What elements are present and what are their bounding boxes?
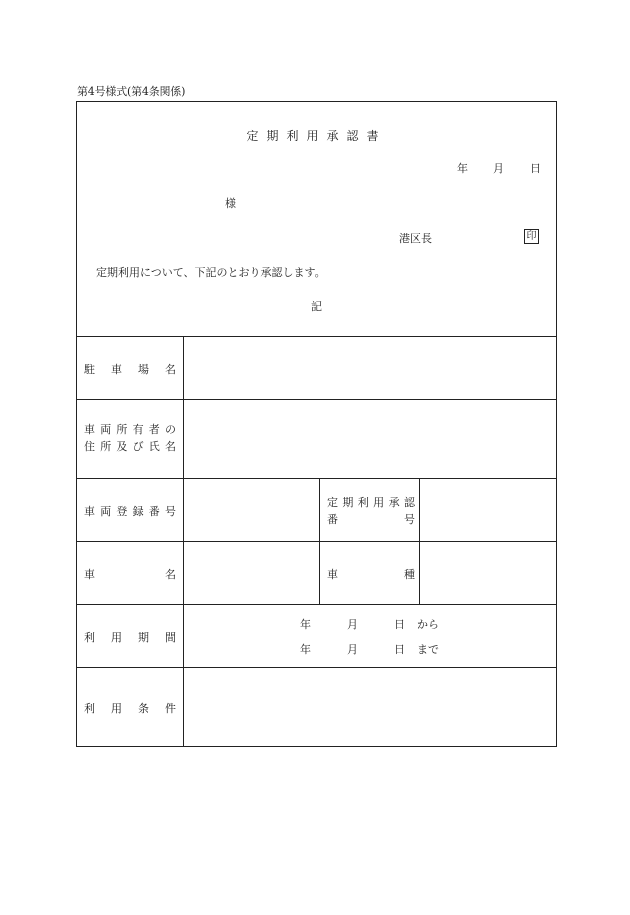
seal-stamp-icon: 印 — [524, 229, 539, 244]
form-title: 定期利用承認書 — [246, 129, 387, 143]
form-number-label: 第4号様式(第4条関係) — [77, 85, 186, 98]
approval-notice — [77, 102, 556, 336]
period-from-suffix: から — [417, 618, 439, 631]
parking-name-field[interactable] — [184, 337, 556, 399]
parking-name-label: 駐 車 場 名 — [84, 363, 176, 376]
usage-conditions-label: 利 用 条 件 — [84, 702, 176, 715]
period-to-day: 日 — [394, 643, 405, 656]
approval-form — [76, 101, 557, 747]
vehicle-registration-label: 車 両 登 録 番 号 — [84, 505, 176, 518]
period-to-year: 年 — [300, 643, 311, 656]
period-to-month: 月 — [347, 643, 358, 656]
vehicle-name-field[interactable] — [184, 542, 319, 604]
period-from-year: 年 — [300, 618, 311, 631]
column-divider — [319, 478, 320, 604]
approval-statement: 定期利用について、下記のとおり承認します。 — [96, 266, 326, 279]
ki-heading: 記 — [311, 300, 322, 313]
approval-number-label: 定 期 利 用 承 認 番 号 — [327, 496, 415, 526]
period-to-suffix: まで — [417, 643, 439, 656]
usage-conditions-field[interactable] — [184, 668, 556, 746]
date-day-label: 日 — [530, 162, 541, 175]
owner-address-name-field[interactable] — [184, 400, 556, 478]
date-month-label: 月 — [493, 162, 504, 175]
usage-period-label: 利 用 期 間 — [84, 631, 176, 644]
period-from-month: 月 — [347, 618, 358, 631]
addressee-suffix: 様 — [225, 197, 236, 210]
approval-number-field[interactable] — [420, 479, 556, 541]
issuer-name: 港区長 — [399, 232, 432, 245]
owner-address-name-label: 車 両 所 有 者 の 住 所 及 び 氏 名 — [84, 423, 176, 453]
usage-period-field[interactable] — [184, 605, 556, 667]
vehicle-type-label: 車 種 — [327, 568, 415, 581]
vehicle-name-label: 車 名 — [84, 568, 176, 581]
date-year-label: 年 — [457, 162, 468, 175]
vehicle-registration-field[interactable] — [184, 479, 319, 541]
vehicle-type-field[interactable] — [420, 542, 556, 604]
period-from-day: 日 — [394, 618, 405, 631]
